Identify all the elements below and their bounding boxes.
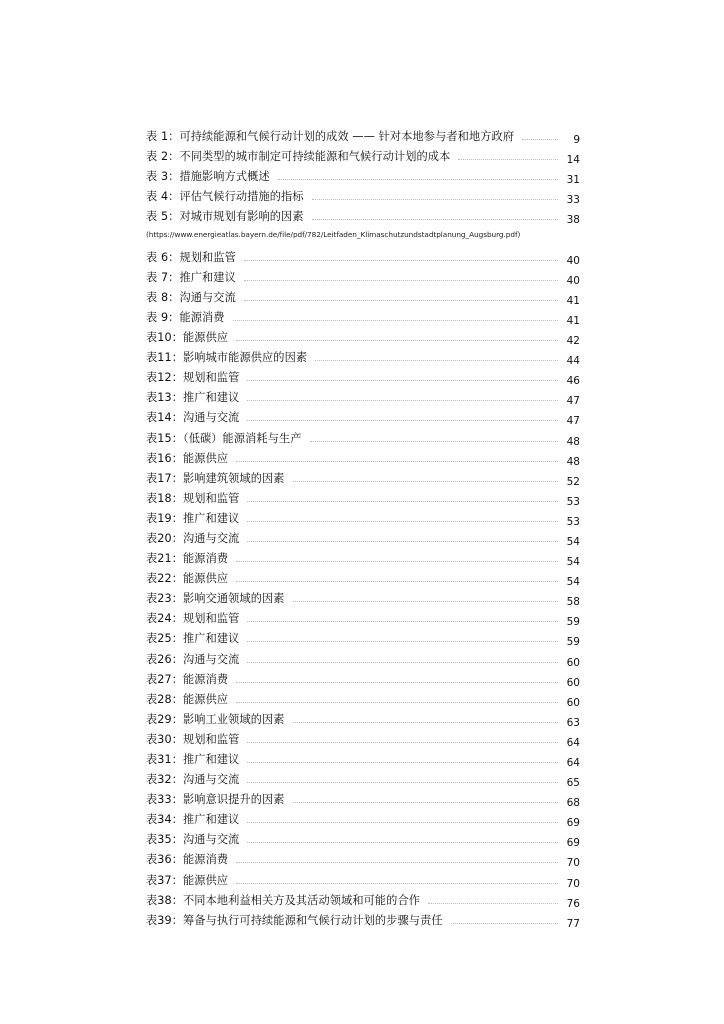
toc-entry-label: 表 6：规划和监管 <box>146 250 236 264</box>
toc-entry-label: 表15：（低碳）能源消耗与生产 <box>146 431 302 445</box>
toc-entry-page: 70 <box>566 857 580 870</box>
toc-entry-page: 40 <box>566 254 580 267</box>
toc-entry[interactable] <box>146 847 580 870</box>
toc-entry-page: 41 <box>566 314 580 327</box>
toc-entry-label: 表23：影响交通领域的因素 <box>146 592 285 606</box>
toc-entry-page: 40 <box>566 274 580 287</box>
dot-leader <box>293 722 558 723</box>
dot-leader <box>236 883 558 884</box>
toc-entry-page: 68 <box>566 797 580 810</box>
toc-entry-page: 76 <box>566 897 580 910</box>
toc-entry-label: 表33：影响意识提升的因素 <box>146 793 285 807</box>
toc-entry[interactable] <box>146 667 580 687</box>
toc-entry-label: 表 9：能源消费 <box>146 310 225 324</box>
dot-leader <box>247 621 558 622</box>
dot-leader <box>458 159 558 160</box>
toc-entry[interactable] <box>146 466 580 486</box>
dot-leader <box>293 802 558 803</box>
dot-leader <box>312 219 558 220</box>
toc-entry[interactable] <box>146 245 580 265</box>
toc-entry-label: 表38：不同本地利益相关方及其活动领域和可能的合作 <box>146 893 421 907</box>
toc-entry-page: 60 <box>566 676 580 689</box>
toc-entry-label: 表 4：评估气候行动措施的指标 <box>146 190 304 204</box>
toc-entry-page: 53 <box>566 515 580 528</box>
toc-entry-page: 38 <box>566 214 580 227</box>
toc-entry[interactable] <box>146 827 580 850</box>
toc-entry[interactable] <box>146 385 580 408</box>
toc-entry[interactable] <box>146 646 580 669</box>
toc-entry[interactable] <box>146 787 580 810</box>
toc-entry-page: 14 <box>566 154 580 167</box>
toc-entry[interactable] <box>146 164 580 187</box>
dot-leader <box>451 923 558 924</box>
toc-entry-page: 54 <box>566 556 580 569</box>
toc-entry[interactable] <box>146 486 580 506</box>
toc-entry-label: 表21：能源消费 <box>146 552 229 566</box>
toc-entry-page: 65 <box>566 777 580 790</box>
toc-entry-page: 64 <box>566 736 580 749</box>
toc-entry-page: 64 <box>566 757 580 769</box>
toc-entry-label: 表13：推广和建议 <box>146 391 240 405</box>
toc-entry-label: 表37：能源供应 <box>146 873 229 887</box>
dot-leader <box>233 320 558 321</box>
dot-leader <box>247 400 558 401</box>
toc-entry-page: 44 <box>566 355 580 368</box>
toc-entry-page: 69 <box>566 837 580 850</box>
table-of-tables <box>146 124 580 928</box>
toc-entry[interactable] <box>146 888 580 908</box>
toc-entry-page: 54 <box>566 535 580 548</box>
toc-entry-page: 31 <box>566 174 580 187</box>
dot-leader <box>244 300 558 301</box>
toc-entry[interactable] <box>146 727 580 747</box>
source-url-note[interactable] <box>146 224 580 244</box>
toc-entry[interactable] <box>146 606 580 629</box>
dot-leader <box>428 903 558 904</box>
dot-leader <box>293 601 558 602</box>
toc-entry[interactable] <box>146 807 580 830</box>
toc-entry-label: 表17：影响建筑领域的因素 <box>146 471 285 485</box>
toc-entry-page: 52 <box>566 475 580 488</box>
toc-entry[interactable] <box>146 707 580 727</box>
toc-entry[interactable] <box>146 305 580 325</box>
dot-leader <box>278 179 558 180</box>
toc-entry-page: 60 <box>566 656 580 669</box>
toc-entry[interactable] <box>146 747 580 767</box>
dot-leader <box>247 762 558 763</box>
toc-entry-label: 表20：沟通与交流 <box>146 531 240 545</box>
toc-entry-label: 表26：沟通与交流 <box>146 652 240 666</box>
toc-entry-label: 表 3：措施影响方式概述 <box>146 170 270 184</box>
toc-entry[interactable] <box>146 867 580 890</box>
dot-leader <box>236 862 558 863</box>
toc-entry-page: 60 <box>566 696 580 709</box>
toc-entry[interactable] <box>146 124 580 147</box>
toc-entry-label: 表16：能源供应 <box>146 451 229 465</box>
dot-leader <box>247 842 558 843</box>
toc-entry-page: 58 <box>566 596 580 609</box>
dot-leader <box>236 702 558 703</box>
toc-entry[interactable] <box>146 365 580 388</box>
dot-leader <box>522 139 558 140</box>
dot-leader <box>236 461 558 462</box>
toc-entry[interactable] <box>146 285 580 305</box>
toc-entry[interactable] <box>146 184 580 207</box>
toc-entry-page: 48 <box>566 455 580 468</box>
dot-leader <box>310 441 558 442</box>
toc-entry[interactable] <box>146 425 580 448</box>
toc-entry-label: 表30：规划和监管 <box>146 732 240 746</box>
toc-entry-page: 9 <box>573 134 580 147</box>
toc-entry-label: 表35：沟通与交流 <box>146 833 240 847</box>
toc-entry-label: 表28：能源供应 <box>146 692 229 706</box>
toc-entry[interactable] <box>146 144 580 167</box>
toc-entry-label: 表27：能源消费 <box>146 672 229 686</box>
toc-entry-page: 48 <box>566 435 580 448</box>
toc-entry[interactable] <box>146 526 580 546</box>
dot-leader <box>247 541 558 542</box>
toc-entry-label: 表14：沟通与交流 <box>146 411 240 425</box>
toc-entry-label: 表29：影响工业领域的因素 <box>146 712 285 726</box>
toc-entry[interactable] <box>146 265 580 285</box>
toc-entry-page: 42 <box>566 335 580 348</box>
toc-entry-page: 69 <box>566 817 580 830</box>
dot-leader <box>247 420 558 421</box>
toc-entry-label: 表10：能源供应 <box>146 331 229 345</box>
toc-entry-label: 表 2：不同类型的城市制定可持续能源和气候行动计划的成本 <box>146 150 451 164</box>
toc-entry[interactable] <box>146 908 580 928</box>
dot-leader <box>244 280 558 281</box>
toc-entry-label: 表24：规划和监管 <box>146 612 240 626</box>
toc-entry-page: 59 <box>566 636 580 649</box>
dot-leader <box>247 822 558 823</box>
dot-leader <box>236 340 558 341</box>
toc-entry-label: 表 5：对城市规划有影响的因素 <box>146 210 304 224</box>
toc-entry-label: 表22：能源供应 <box>146 572 229 586</box>
toc-entry-label: 表 7：推广和建议 <box>146 270 236 284</box>
toc-entry[interactable] <box>146 687 580 707</box>
dot-leader <box>312 199 558 200</box>
toc-entry-label: 表 8：沟通与交流 <box>146 290 236 304</box>
toc-entry-page: 41 <box>566 294 580 307</box>
dot-leader <box>247 380 558 381</box>
toc-entry[interactable] <box>146 767 580 790</box>
toc-entry-page: 63 <box>566 716 580 729</box>
toc-entry[interactable] <box>146 405 580 428</box>
dot-leader <box>236 581 558 582</box>
dot-leader <box>315 360 558 361</box>
dot-leader <box>247 521 558 522</box>
dot-leader <box>236 561 558 562</box>
dot-leader <box>244 260 558 261</box>
toc-entry-page: 53 <box>566 495 580 508</box>
toc-entry-label: 表12：规划和监管 <box>146 371 240 385</box>
toc-entry[interactable] <box>146 325 580 348</box>
toc-entry-label: 表25：推广和建议 <box>146 632 240 646</box>
toc-entry-page: 77 <box>566 917 580 930</box>
toc-entry[interactable] <box>146 204 580 227</box>
toc-entry[interactable] <box>146 626 580 649</box>
toc-entry-label: 表36：能源消费 <box>146 853 229 867</box>
dot-leader <box>236 682 558 683</box>
toc-entry-page: 47 <box>566 395 580 408</box>
toc-entry-label: 表32：沟通与交流 <box>146 773 240 787</box>
toc-entry-label: 表18：规划和监管 <box>146 491 240 505</box>
source-url-text: (https://www.energieatlas.bayern.de/file/pdf/782/Leitfaden_Klimaschutzundstadtplanung_Augsburg.pdf) <box>146 230 521 240</box>
toc-entry-label: 表34：推广和建议 <box>146 813 240 827</box>
toc-entry-label: 表 1：可持续能源和气候行动计划的成效 —— 针对本地参与者和地方政府 <box>146 130 515 144</box>
dot-leader <box>293 481 558 482</box>
toc-entry[interactable] <box>146 546 580 569</box>
toc-entry[interactable] <box>146 506 580 526</box>
toc-entry-label: 表11：影响城市能源供应的因素 <box>146 351 308 365</box>
toc-entry-page: 54 <box>566 576 580 589</box>
toc-entry-page: 33 <box>566 194 580 207</box>
toc-entry-page: 47 <box>566 415 580 428</box>
toc-entry-label: 表39：筹备与执行可持续能源和气候行动计划的步骤与责任 <box>146 913 443 927</box>
toc-entry-label: 表31：推广和建议 <box>146 753 240 766</box>
dot-leader <box>247 501 558 502</box>
dot-leader <box>247 641 558 642</box>
dot-leader <box>247 782 558 783</box>
dot-leader <box>247 742 558 743</box>
toc-entry-page: 59 <box>566 616 580 629</box>
toc-entry[interactable] <box>146 586 580 609</box>
toc-entry-page: 46 <box>566 375 580 388</box>
dot-leader <box>247 662 558 663</box>
toc-entry-page: 70 <box>566 877 580 890</box>
toc-entry[interactable] <box>146 446 580 466</box>
toc-entry[interactable] <box>146 566 580 589</box>
toc-entry[interactable] <box>146 345 580 368</box>
toc-entry-label: 表19：推广和建议 <box>146 511 240 525</box>
